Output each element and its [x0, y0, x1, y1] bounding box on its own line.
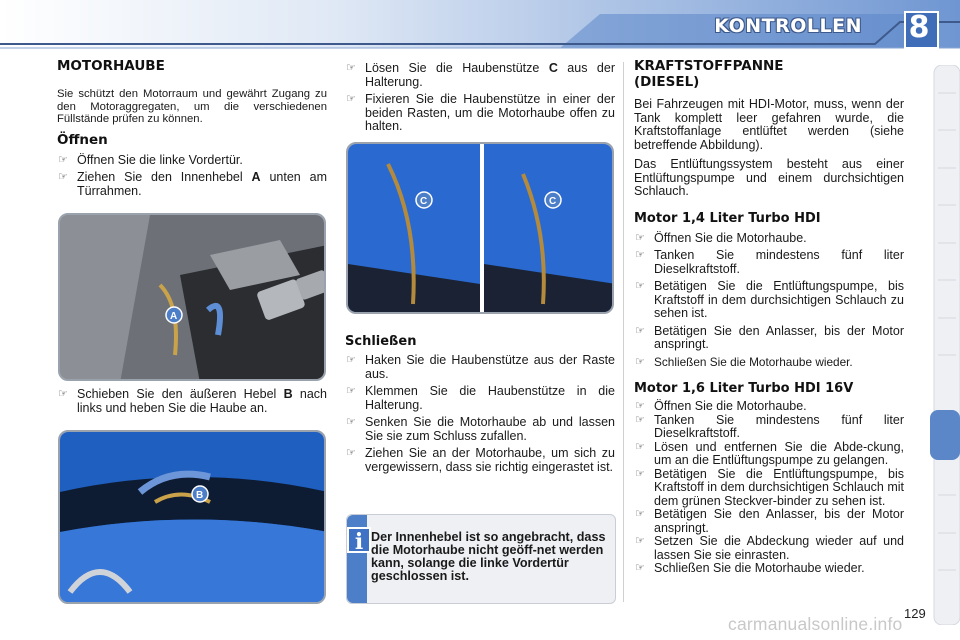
list-item: ☞ Fixieren Sie die Haubenstütze in einer der beiden Rasten, um die Motorhaube offen zu halten. [346, 92, 615, 133]
column-hood-opening [57, 58, 327, 198]
list-item: ☞ Haken Sie die Haubenstütze aus der Raste aus. [346, 353, 615, 381]
list-item: ☞ Betätigen Sie den Anlasser, bis der Motor anspringt. [635, 507, 904, 535]
chapter-title: KONTROLLEN [714, 15, 862, 37]
list-item: ☞ Lösen und entfernen Sie die Abde-ckung, um an die Entlüftungspumpe zu gelangen. [635, 439, 904, 467]
pointing-hand-icon: ☞ [635, 400, 645, 412]
list-item: ☞ Ziehen Sie den Innenhebel A unten am Türrahmen. [58, 170, 327, 198]
watermark: carmanualsonline.info [728, 614, 903, 634]
subtitle-motor-14: Motor 1,4 Liter Turbo HDI [634, 210, 821, 226]
column-fuel-failure [634, 58, 904, 576]
chapter-tab-strip [930, 65, 960, 625]
info-note [346, 514, 616, 604]
pointing-hand-icon: ☞ [635, 562, 645, 574]
list-item: ☞ Lösen Sie die Haubenstütze C aus der Halterung. [346, 61, 615, 89]
figure-hood-prop [346, 142, 614, 314]
figure-label-c-right: C [549, 196, 557, 207]
list-item: ☞ Tanken Sie mindestens fünf liter Dieselkraftstoff. [635, 248, 904, 276]
pointing-hand-icon: ☞ [346, 354, 356, 366]
pointing-hand-icon: ☞ [635, 413, 645, 426]
list-item: ☞ Öffnen Sie die linke Vordertür. [58, 152, 243, 167]
figure-label-a: A [170, 311, 178, 322]
list-item: ☞ Setzen Sie die Abdeckung wieder auf und lassen Sie sie einrasten. [635, 534, 904, 562]
chapter-number: 8 [908, 10, 930, 45]
figure-interior-lever [58, 213, 326, 381]
list-item: ☞ Schließen Sie die Motorhaube wieder. [635, 354, 853, 369]
subtitle-open: Öffnen [57, 131, 108, 148]
fuel-para-2: Das Entlüftungssystem besteht aus einer Entlüftungspumpe und einem durchsichtigen Schlauch. [634, 157, 904, 198]
list-item: ☞ Klemmen Sie die Haubenstütze in die Halterung. [346, 384, 615, 412]
list-item: ☞ Öffnen Sie die Motorhaube. [635, 399, 807, 413]
info-text: Der Innenhebel ist so angebracht, dass die Motorhaube nicht geöff-net werden kann, solange die linke Vordertür geschlossen ist. [371, 530, 606, 583]
pointing-hand-icon: ☞ [635, 508, 645, 520]
list-item: ☞ Schließen Sie die Motorhaube wieder. [635, 561, 865, 575]
active-chapter-tab [930, 410, 960, 460]
pointing-hand-icon: ☞ [635, 355, 645, 368]
pointing-hand-icon: ☞ [635, 324, 645, 337]
figure-label-c-left: C [420, 196, 428, 207]
list-item: ☞ Senken Sie die Motorhaube ab und lassen Sie sie zum Schluss zufallen. [346, 415, 615, 443]
list-item: ☞ Betätigen Sie die Entlüftungspumpe, bis Kraftstoff in dem durchsichtigen Schlauch zu sehen ist. [635, 279, 904, 320]
subtitle-close: Schließen [345, 334, 417, 349]
page-number: 129 [904, 606, 926, 621]
pointing-hand-icon: ☞ [58, 388, 68, 400]
list-item: ☞ Betätigen Sie den Anlasser, bis der Motor anspringt. [635, 323, 904, 351]
pointing-hand-icon: ☞ [346, 416, 356, 428]
pointing-hand-icon: ☞ [346, 93, 356, 105]
figure-label-b: B [196, 490, 204, 501]
column-divider [623, 62, 624, 602]
pointing-hand-icon: ☞ [635, 280, 645, 292]
open-steps [57, 154, 327, 199]
pointing-hand-icon: ☞ [58, 153, 68, 166]
list-item: ☞ Betätigen Sie die Entlüftungspumpe, bis Kraftstoff in dem durchsichtigen Schlauch mit dem grünen Steckver-binder zu sehen ist. [635, 466, 904, 508]
chapter-header [0, 0, 960, 50]
step-outer-lever [57, 388, 327, 415]
section-title-hood: MOTORHAUBE [57, 58, 165, 74]
pointing-hand-icon: ☞ [346, 447, 356, 459]
close-section [345, 334, 615, 474]
list-item: ☞ Tanken Sie mindestens fünf liter Dieselkraftstoff. [635, 412, 904, 440]
pointing-hand-icon: ☞ [635, 535, 645, 547]
list-item: ☞ Schieben Sie den äußeren Hebel B nach links und heben Sie die Haube an. [58, 387, 327, 415]
hood-intro: Sie schützt den Motorraum und gewährt Zugang zu den Motoraggregaten, um die verschiedenen Füllstände prüfen zu können. [57, 88, 327, 125]
fuel-para-1: Bei Fahrzeugen mit HDI-Motor, muss, wenn der Tank komplett leer gefahren wurde, die Kraftstoffanlage entlüftet werden (siehe betreffende Abbildung). [634, 97, 904, 152]
list-item: ☞ Öffnen Sie die Motorhaube. [635, 230, 807, 245]
figure-outer-lever [58, 430, 326, 604]
pointing-hand-icon: ☞ [635, 467, 645, 480]
info-icon: i [347, 527, 371, 553]
pointing-hand-icon: ☞ [635, 249, 645, 261]
list-item: ☞ Ziehen Sie an der Motorhaube, um sich zu vergewissern, dass sie richtig eingerastet ist. [346, 446, 615, 474]
pointing-hand-icon: ☞ [58, 171, 68, 183]
column-hood-prop [345, 58, 615, 134]
pointing-hand-icon: ☞ [635, 231, 645, 244]
pointing-hand-icon: ☞ [346, 385, 356, 397]
pointing-hand-icon: ☞ [635, 440, 645, 453]
pointing-hand-icon: ☞ [346, 62, 356, 74]
subtitle-motor-16: Motor 1,6 Liter Turbo HDI 16V [634, 381, 854, 396]
section-title-fuel: KRAFTSTOFFPANNE (DIESEL) [634, 58, 784, 90]
